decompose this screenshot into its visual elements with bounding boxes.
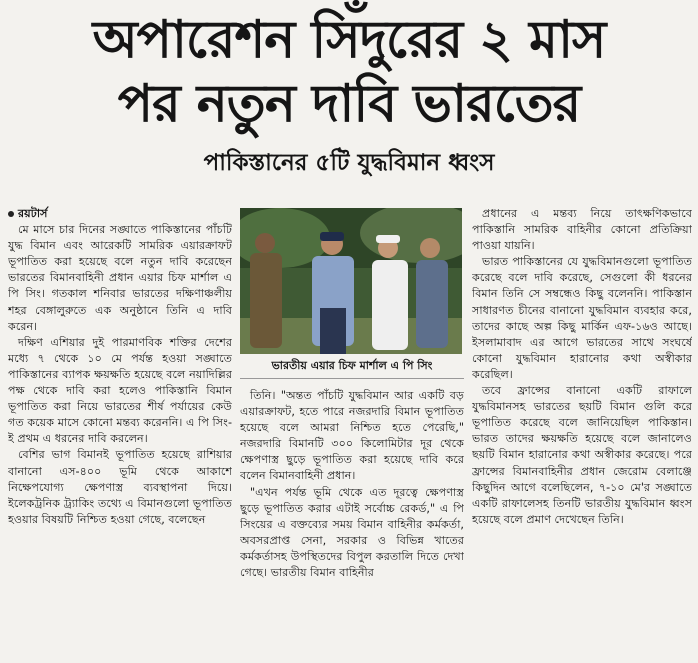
article-column-1 [8,206,232,661]
byline-source: রয়টার্স [18,207,48,220]
article-column-2 [240,388,464,661]
article-photo [240,208,462,354]
photo-illustration [240,208,462,354]
paragraph: বেশির ভাগ বিমানই ভূপাতিত হয়েছে রাশিয়ার বানানো এস-৪০০ ভূমি থেকে আকাশে নিক্ষেপযোগ্য ক্ষেপণাস্ত্র ব্যবস্থাপনা দিয়ে। ইলেকট্রনিক ট্র্যাকিং তথ্যে এ বিমানগুলো ভূপাতিত হওয়ার বিষয়টি নিশ্চিত হওয়া গেছে, বলেছেন [8,448,232,526]
byline [8,206,232,222]
headline-line-1: অপারেশন সিঁদুরের ২ মাস [92,10,606,70]
paragraph: ভারত পাকিস্তানের যে যুদ্ধবিমানগুলো ভূপাতিত করেছে বলে দাবি করেছে, সেগুলো কী ধরনের বিমান তিনি সে সম্বন্ধেও কিছু বলেননি। পাকিস্তান সাধারণত চীনের বানানো যুদ্ধবিমান ব্যবহার করে, তাদের কাছে অল্প কিছু মার্কিন এফ-১৬ও আছে। ইসলামাবাদ এর আগে ভারতের সাথে সংঘর্ষে কোনো যুদ্ধবিমান হারানোর কথা অস্বীকার করেছিল। [472,255,692,381]
paragraph: তিনি। "অন্তত পাঁচটি যুদ্ধবিমান আর একটি বড় এয়ারক্রাফট, হতে পারে নজরদারি বিমান ভূপাতিত হয়েছে বলে আমরা নিশ্চিত হতে পেরেছি," নজরদারি বিমানটি ৩০০ কিলোমিটার দূর থেকে ক্ষেপণাস্ত্র ছুড়ে ভূপাতিত করা হয়েছে দাবি করে বলেন বিমানবাহিনী প্রধান। [240,389,464,483]
paragraph: মে মাসে চার দিনের সঙ্ঘাতে পাকিস্তানের পাঁচটি যুদ্ধ বিমান এবং আরেকটি সামরিক এয়ারক্রাফট ভূপাতিত করা হয়েছে বলে নতুন দাবি করেছেন ভারতের বিমানবাহিনী প্রধান এয়ার চিফ মার্শাল এ পি সিং। গতকাল শনিবার ভারতের দক্ষিণাঞ্চলীয় শহর বেঙ্গালুরুতে এক অনুষ্ঠানে তিনি এ দাবি করেন। [8,223,232,333]
paragraph: "এখন পর্যন্ত ভূমি থেকে এত দূরত্বে ক্ষেপণাস্ত্র ছুড়ে ভূপাতিত করার এটাই সর্বোচ্চ রেকর্ড," এ পি সিংয়ের এ বক্তব্যের সময় বিমান বাহিনীর কর্মকর্তা, অবসরপ্রাপ্ত সেনা, সরকার ও বিভিন্ন খাতের কর্মকর্তাসহ উপস্থিতদের বিপুল করতালি দিতে দেখা গেছে। ভারতীয় বিমান বাহিনীর [240,485,464,580]
paragraph: প্রধানের এ মন্তব্য নিয়ে তাৎক্ষণিকভাবে পাকিস্তানি সামরিক বাহিনীর কোনো প্রতিক্রিয়া পাওয়া যায়নি। [472,207,692,253]
paragraph: দক্ষিণ এশিয়ার দুই পারমাণবিক শক্তির দেশের মধ্যে ৭ থেকে ১০ মে পর্যন্ত হওয়া সঙ্ঘাতে পাকিস্তানের ব্যাপক ক্ষয়ক্ষতি হয়েছে বলে নয়াদিল্লির পক্ষ থেকে দাবি করা হলেও পাকিস্তানি বিমান ভূপাতিত করা নিয়ে ভারতের শীর্ষ পর্যায়ের কেউ গত কয়েক মাসে কোনো মন্তব্য করেননি। এ পি সিং-ই প্রথম এ ধরনের দাবি করলেন। [8,335,232,446]
subheadline: পাকিস্তানের ৫টি যুদ্ধবিমান ধ্বংস [203,150,495,176]
paragraph: তবে ফ্রান্সের বানানো একটি রাফালে যুদ্ধবিমানসহ ভারতের ছয়টি বিমান গুলি করে ভূপাতিত করেছে বলে জানিয়েছিল পাকিস্তান। ভারত তাদের ক্ষয়ক্ষতি হয়েছে বলে জানালেও ছয়টি বিমান হারানোর কথা অস্বীকার করেছে। পরে ফ্রান্সের বিমানবাহিনীর প্রধান জেরোম বেলাঞ্জে কিছুদিন আগে বলেছিলেন, ৭-১০ মে'র সঙ্ঘাতে একটি রাফালেসহ তিনটি ভারতীয় যুদ্ধবিমান ধ্বংস হয়েছে বলে প্রমাণ দেখেছেন তিনি। [472,384,692,526]
bullet-icon [8,211,14,217]
article-column-3 [472,206,692,661]
headline-line-2: পর নতুন দাবি ভারতের [117,74,581,134]
headline [0,8,698,136]
photo-caption: ভারতীয় এয়ার চিফ মার্শাল এ পি সিং [271,359,433,372]
caption-divider [240,378,464,379]
